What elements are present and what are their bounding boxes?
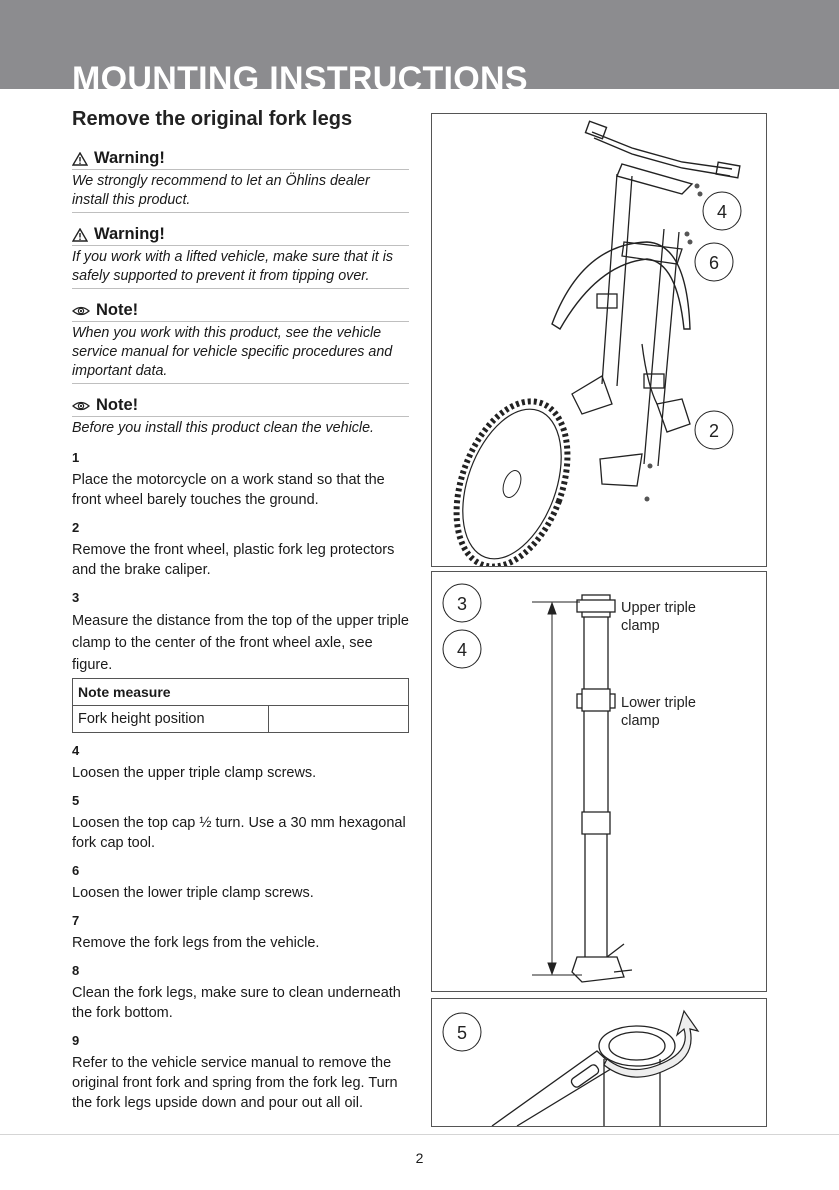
section-title: Remove the original fork legs <box>72 108 353 130</box>
front-fork-illustration <box>432 114 766 566</box>
step-number: 6 <box>72 863 80 878</box>
callout-title: Note! <box>96 301 139 319</box>
front-wheel-drawing <box>436 386 589 566</box>
step-text: Clean the fork legs, make sure to clean underneath the fork bottom. <box>72 985 401 1021</box>
lower-clamp-label-2: clamp <box>621 713 660 729</box>
instructions-column <box>72 108 409 1113</box>
top-cap-tool-illustration <box>432 999 766 1126</box>
step-number: 9 <box>72 1033 80 1048</box>
callout-number: 2 <box>708 421 720 441</box>
step-7 <box>72 913 409 953</box>
step-number: 7 <box>72 913 80 928</box>
step-5 <box>72 793 409 853</box>
callout-marker <box>443 1013 481 1051</box>
handlebar-drawing <box>585 121 739 194</box>
step-text: Remove the front wheel, plastic fork leg protectors and the brake caliper. <box>72 542 395 578</box>
step-number: 8 <box>72 963 80 978</box>
step-number: 4 <box>72 743 80 758</box>
callout-number: 4 <box>456 640 468 660</box>
callout-title: Note! <box>96 396 139 414</box>
callout-text: When you work with this product, see the vehicle service manual for vehicle specific procedures and important data. <box>72 322 409 384</box>
step-4 <box>72 743 409 783</box>
step-text: Measure the distance from the top of the upper triple clamp to the center of the front wheel axle, see figure. <box>72 613 409 673</box>
fork-measurement-illustration <box>432 572 766 991</box>
step-3 <box>72 590 409 733</box>
step-2 <box>72 520 409 580</box>
fork-legs-drawing <box>572 174 682 486</box>
measure-row-value[interactable] <box>269 706 409 733</box>
callout-marker <box>703 192 741 230</box>
figure-top-cap-tool <box>431 998 767 1127</box>
step-number: 3 <box>72 590 80 605</box>
footer-divider <box>0 1134 839 1135</box>
fork-leg-drawing <box>572 595 632 982</box>
callout-text: We strongly recommend to let an Öhlins dealer install this product. <box>72 170 409 213</box>
step-text: Loosen the lower triple clamp screws. <box>72 885 314 901</box>
callout-text: If you work with a lifted vehicle, make sure that it is safely supported to prevent it from tipping over. <box>72 246 409 289</box>
figure-front-fork-assembly <box>431 113 767 567</box>
step-number: 5 <box>72 793 80 808</box>
callout-marker <box>695 411 733 449</box>
measure-table-header: Note measure <box>73 679 409 706</box>
callout-marker <box>695 243 733 281</box>
callout-title: Warning! <box>94 225 165 243</box>
measure-row-label: Fork height position <box>73 706 269 733</box>
callout-number: 3 <box>456 594 468 614</box>
header-title: MOUNTING INSTRUCTIONS <box>72 60 528 89</box>
eye-icon <box>72 400 90 412</box>
measure-table <box>72 678 409 733</box>
step-number: 1 <box>72 450 80 465</box>
warning-callout <box>72 225 409 289</box>
step-text: Place the motorcycle on a work stand so that the front wheel barely touches the ground. <box>72 472 385 508</box>
step-8 <box>72 963 409 1023</box>
lower-clamp-label: Lower triple <box>621 695 696 711</box>
rotation-arrow-icon <box>604 1011 698 1077</box>
note-callout <box>72 396 409 440</box>
step-text: Remove the fork legs from the vehicle. <box>72 935 320 951</box>
callout-number: 5 <box>456 1023 468 1043</box>
callout-title: Warning! <box>94 149 165 167</box>
step-9 <box>72 1033 409 1113</box>
fender-drawing <box>552 242 690 329</box>
callout-text: Before you install this product clean the vehicle. <box>72 420 374 436</box>
step-number: 2 <box>72 520 80 535</box>
step-text: Refer to the vehicle service manual to remove the original front fork and spring from the fork leg. Turn the fork legs upside down and pour out all oil. <box>72 1055 398 1111</box>
figure-fork-height-measurement <box>431 571 767 992</box>
warning-icon <box>72 152 88 166</box>
step-1 <box>72 450 409 510</box>
warning-icon <box>72 228 88 242</box>
eye-icon <box>72 305 90 317</box>
callout-number: 4 <box>716 202 728 222</box>
upper-clamp-label: Upper triple <box>621 600 696 616</box>
note-callout <box>72 301 409 384</box>
height-dimension-line <box>532 602 582 975</box>
callout-marker <box>443 630 481 668</box>
screws-drawing <box>645 184 703 502</box>
step-text: Loosen the top cap ½ turn. Use a 30 mm hexagonal fork cap tool. <box>72 815 406 851</box>
upper-clamp-label-2: clamp <box>621 618 660 634</box>
callout-number: 6 <box>708 253 720 273</box>
step-6 <box>72 863 409 903</box>
page-number: 2 <box>415 1150 424 1166</box>
step-text: Loosen the upper triple clamp screws. <box>72 765 317 781</box>
page-header <box>0 0 839 89</box>
callout-marker <box>443 584 481 622</box>
warning-callout <box>72 149 409 213</box>
